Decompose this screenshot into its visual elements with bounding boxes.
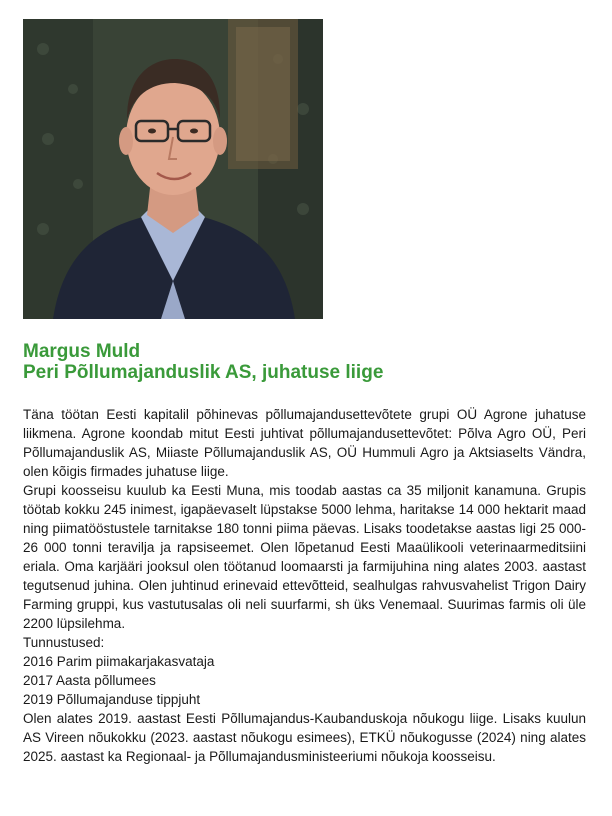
award-item: 2016 Parim piimakarjakasvataja — [23, 654, 215, 669]
bio-paragraph: Grupi koosseisu kuulub ka Eesti Muna, mis toodab aastas ca 35 miljonit kanamuna. Grupis töötab kokku 245 inimest, igapäevaselt lüpstakse 5000 lehma, haritakse 14 000 hektarit maad ning piimatööstustele tarnitakse 180 tonni piima päevas. Lisaks toodetakse aastas ligi 25 000-26 000 tonni teravilja ja rapsiseemet. Olen lõpetanud Eesti Maaülikooli veterinaarmeditsiini eriala. Oma karjääri jooksul olen töötanud loomaarsti ja farmijuhina ning alates 2003. aastast tegutsenud juhina. Olen juhtinud erinevaid ettevõtteid, sealhulgas rahvusvahelist Trigon Dairy Farming gruppi, kus vastutusalas oli neli suurfarmi, sh üks Venemaal. Suurimas farmis oli üle 2200 lüpsilehma. — [23, 483, 586, 631]
profile-photo — [23, 19, 323, 319]
bio-paragraph: Olen alates 2019. aastast Eesti Põllumajandus-Kaubanduskoja nõukogu liige. Lisaks kuulun AS Vireen nõukokku (2023. aastast nõukogu esimees), ETKÜ nõukogusse (2024) ning alates 2025. aastast ka Regionaal- ja Põllumajandusministeeriumi nõukoja koosseisu. — [23, 711, 586, 764]
profile-heading — [23, 341, 593, 383]
bio-paragraph: Täna töötan Eesti kapitalil põhinevas põllumajandusettevõtete grupi OÜ Agrone juhatuse liikmena. Agrone koondab mitut Eesti juhtivat põllumajandusettevõtet: Põlva Agro OÜ, Peri Põllumajanduslik AS, Miiaste Põllumajanduslik AS, OÜ Hummuli Agro ja Aktsiaselts Vändra, olen kõigis firmades juhatuse liige. — [23, 407, 586, 479]
award-item: 2017 Aasta põllumees — [23, 673, 156, 688]
person-position: Peri Põllumajanduslik AS, juhatuse liige — [23, 362, 384, 383]
award-item: 2019 Põllumajanduse tippjuht — [23, 692, 201, 707]
bio-section — [23, 405, 586, 766]
awards-heading: Tunnustused: — [23, 635, 105, 650]
person-name: Margus Muld — [23, 341, 141, 362]
